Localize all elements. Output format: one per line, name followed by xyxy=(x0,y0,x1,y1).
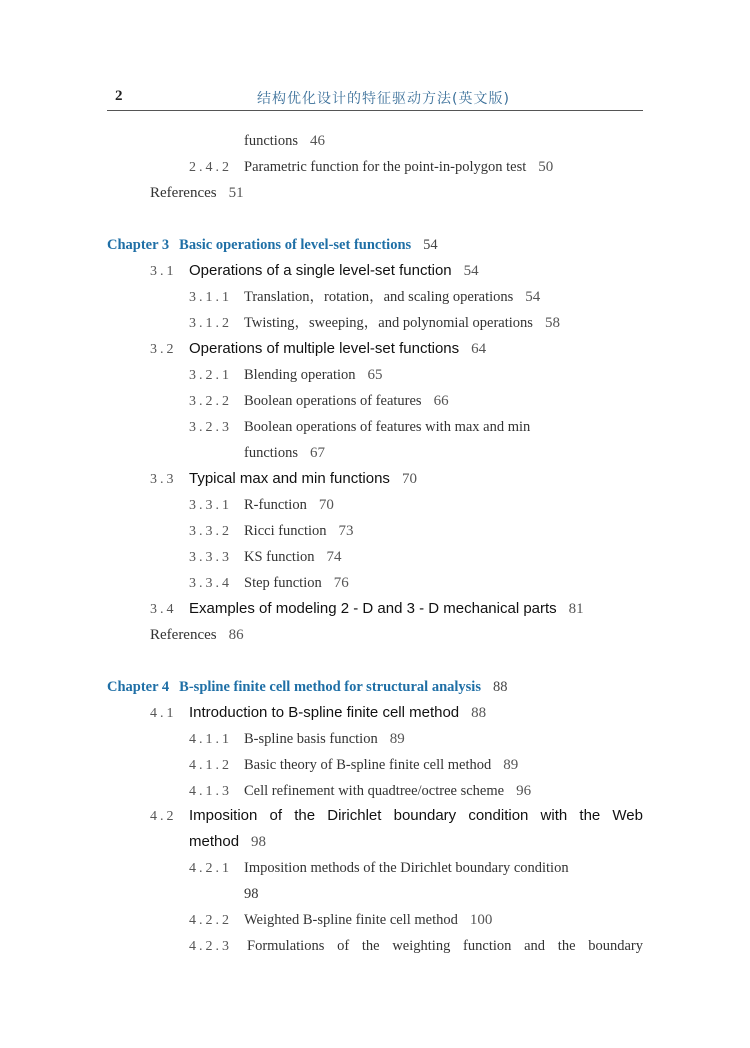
toc-entry-4-2-1-continuation[interactable] xyxy=(244,885,259,903)
toc-entry-3-1[interactable] xyxy=(150,262,479,281)
section-number: 4.1.1 xyxy=(189,732,232,747)
toc-entry-3-3-2[interactable] xyxy=(189,522,354,541)
toc-entry-3-3-3[interactable] xyxy=(189,548,341,567)
toc-page-number: 98 xyxy=(251,834,267,850)
toc-page-number: 100 xyxy=(469,912,493,928)
toc-entry-text: Imposition of the Dirichlet boundary condition with the Web xyxy=(189,807,643,824)
toc-entry-text: Step function xyxy=(244,575,322,591)
toc-entry-text: Translation，rotation，and scaling operations xyxy=(244,289,514,305)
toc-page-number: 76 xyxy=(333,575,349,591)
toc-page-number: 70 xyxy=(318,497,334,513)
section-number: 3.3 xyxy=(150,472,177,487)
section-number: 3.3.2 xyxy=(189,524,232,539)
toc-entry-3-3[interactable] xyxy=(150,470,417,489)
toc-page-number: 54 xyxy=(463,263,479,279)
toc-entry-3-2-2[interactable] xyxy=(189,392,449,411)
toc-entry-2-4-2[interactable] xyxy=(189,158,553,177)
section-number: 4.1.3 xyxy=(189,784,232,799)
toc-page-number: 70 xyxy=(401,471,417,487)
toc-entry-3-3-1[interactable] xyxy=(189,496,334,515)
toc-entry-text: Parametric function for the point-in-polygon test xyxy=(244,159,527,175)
toc-chapter-4[interactable] xyxy=(107,678,507,696)
toc-entry-text: B-spline basis function xyxy=(244,731,378,747)
chapter-title: Basic operations of level-set functions xyxy=(179,237,412,253)
toc-entry-text: functions xyxy=(244,445,298,461)
toc-entry-continuation[interactable] xyxy=(244,132,325,150)
toc-entry-4-2[interactable] xyxy=(189,807,643,825)
toc-entry-text: Typical max and min functions xyxy=(189,470,390,487)
chapter-label: Chapter 3 xyxy=(107,237,170,253)
toc-entry-4-1[interactable] xyxy=(150,704,486,723)
section-number: 4.1.2 xyxy=(189,758,232,773)
toc-page-number: 51 xyxy=(228,185,244,201)
page-header xyxy=(107,86,643,111)
toc-entry-text: Imposition methods of the Dirichlet boundary condition xyxy=(244,860,569,876)
toc-entry-text: Blending operation xyxy=(244,367,356,383)
toc-page-number: 73 xyxy=(338,523,354,539)
section-number: 3.2.1 xyxy=(189,368,232,383)
toc-entry-4-2-number xyxy=(150,807,189,826)
toc-entry-4-1-1[interactable] xyxy=(189,730,405,749)
toc-entry-3-4[interactable] xyxy=(150,600,584,619)
toc-entry-3-2-3[interactable] xyxy=(189,418,530,437)
running-title: 结构优化设计的特征驱动方法(英文版) xyxy=(257,91,510,107)
toc-page-number: 74 xyxy=(326,549,342,565)
section-number: 3.2.3 xyxy=(189,420,232,435)
toc-entry-text: Weighted B-spline finite cell method xyxy=(244,912,458,928)
section-number: 3.1.1 xyxy=(189,290,232,305)
toc-page-number: 86 xyxy=(228,627,244,643)
toc-entry-text: Operations of multiple level-set functions xyxy=(189,340,460,357)
toc-entry-4-1-3[interactable] xyxy=(189,782,531,801)
toc-entry-text: Ricci function xyxy=(244,523,327,539)
toc-entry-4-2-continuation[interactable] xyxy=(189,833,266,851)
toc-entry-references[interactable] xyxy=(150,626,244,644)
toc-page-number: 88 xyxy=(492,679,508,695)
toc-entry-references[interactable] xyxy=(150,184,244,202)
chapter-title: B-spline finite cell method for structural analysis xyxy=(179,679,481,695)
toc-entry-text: Boolean operations of features xyxy=(244,393,422,409)
toc-entry-text: Operations of a single level-set function xyxy=(189,262,452,279)
toc-entry-text: Twisting，sweeping，and polynomial operations xyxy=(244,315,533,331)
toc-entry-3-2-1[interactable] xyxy=(189,366,383,385)
section-number: 3.3.1 xyxy=(189,498,232,513)
section-number: 3.2 xyxy=(150,342,177,357)
section-number: 3.4 xyxy=(150,602,177,617)
toc-page-number: 64 xyxy=(471,341,487,357)
section-number: 3.1.2 xyxy=(189,316,232,331)
page-number: 2 xyxy=(115,88,123,104)
toc-page-number: 65 xyxy=(367,367,383,383)
toc-entry-4-2-3[interactable] xyxy=(247,937,643,955)
toc-page-number: 66 xyxy=(433,393,449,409)
toc-entry-3-1-1[interactable] xyxy=(189,288,540,307)
toc-entry-text: method xyxy=(189,833,240,850)
section-number: 3.1 xyxy=(150,264,177,279)
toc-page-number: 46 xyxy=(309,133,325,149)
chapter-label: Chapter 4 xyxy=(107,679,170,695)
toc-entry-text: Introduction to B-spline finite cell method xyxy=(189,704,460,721)
toc-entry-text: Formulations of the weighting function and the boundary xyxy=(247,938,643,954)
toc-entry-text: KS function xyxy=(244,549,315,565)
section-number: 4.2.1 xyxy=(189,861,232,876)
toc-page-number: 96 xyxy=(516,783,532,799)
toc-entry-4-2-3-number xyxy=(189,937,244,956)
section-number: 3.3.4 xyxy=(189,576,232,591)
toc-entry-4-1-2[interactable] xyxy=(189,756,518,775)
toc-entry-text: Basic theory of B-spline finite cell method xyxy=(244,757,492,773)
toc-entry-4-2-2[interactable] xyxy=(189,911,492,930)
toc-entry-text: References xyxy=(150,627,217,643)
toc-entry-text: functions xyxy=(244,133,298,149)
toc-page-number: 54 xyxy=(423,237,438,253)
toc-entry-3-2-3-continuation[interactable] xyxy=(244,444,325,462)
section-number: 4.2 xyxy=(150,809,177,824)
toc-entry-text: Boolean operations of features with max and min xyxy=(244,419,531,435)
toc-page-number: 67 xyxy=(309,445,325,461)
toc-chapter-3[interactable] xyxy=(107,236,438,254)
toc-page-number: 58 xyxy=(544,315,560,331)
toc-page-number: 54 xyxy=(525,289,541,305)
section-number: 2.4.2 xyxy=(189,160,232,175)
toc-page-number: 89 xyxy=(503,757,519,773)
section-number: 4.1 xyxy=(150,706,177,721)
section-number: 3.2.2 xyxy=(189,394,232,409)
toc-entry-3-3-4[interactable] xyxy=(189,574,349,593)
toc-page-number: 89 xyxy=(389,731,405,747)
toc-entry-3-1-2[interactable] xyxy=(189,314,560,333)
toc-entry-text: Cell refinement with quadtree/octree scheme xyxy=(244,783,505,799)
toc-entry-text: R-function xyxy=(244,497,307,513)
toc-entry-text: Examples of modeling 2 - D and 3 - D mechanical parts xyxy=(189,600,557,617)
toc-entry-4-2-1[interactable] xyxy=(189,859,569,878)
section-number: 3.3.3 xyxy=(189,550,232,565)
toc-entry-3-2[interactable] xyxy=(150,340,486,359)
section-number: 4.2.3 xyxy=(189,939,232,954)
toc-page-number: 50 xyxy=(538,159,554,175)
section-number: 4.2.2 xyxy=(189,913,232,928)
toc-page-number: 81 xyxy=(568,601,584,617)
toc-page-number: 98 xyxy=(244,886,259,902)
toc-entry-text: References xyxy=(150,185,217,201)
toc-page-number: 88 xyxy=(471,705,487,721)
